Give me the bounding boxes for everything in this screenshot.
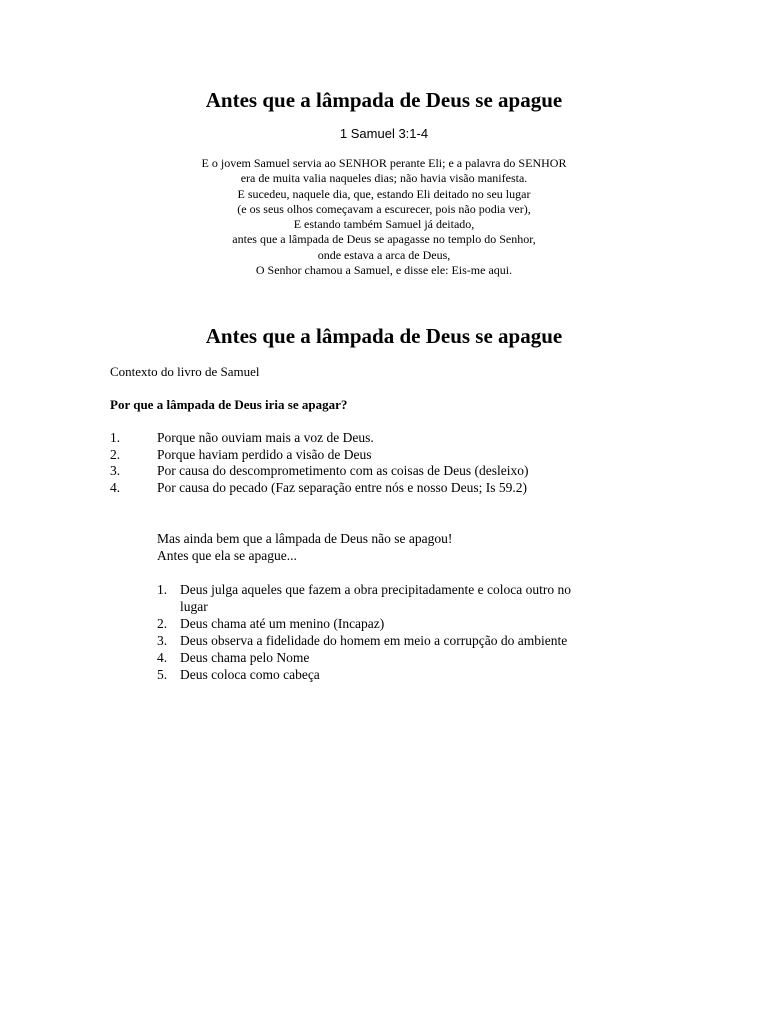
list-item xyxy=(157,666,571,683)
verse-line: E sucedeu, naquele dia, que, estando Eli deitado no seu lugar xyxy=(237,186,531,201)
verse-line: (e os seus olhos começavam a escurecer, pois não podia ver), xyxy=(237,201,531,216)
list-number: 1. xyxy=(157,582,168,597)
list-number: 2. xyxy=(157,616,168,631)
verse-line: antes que a lâmpada de Deus se apagasse no templo do Senhor, xyxy=(232,232,536,247)
list-item xyxy=(110,447,529,464)
list-number: 1. xyxy=(110,430,121,445)
list-item-text: Por causa do pecado (Faz separação entre nós e nosso Deus; Is 59.2) xyxy=(157,479,528,495)
list-number: 4. xyxy=(157,650,168,665)
list-item-text: Deus coloca como cabeça xyxy=(180,667,320,682)
scripture-reference: 1 Samuel 3:1-4 xyxy=(339,126,429,141)
header-title: Antes que a lâmpada de Deus se apague xyxy=(205,88,563,112)
list-item xyxy=(110,430,529,447)
list-item-text: Deus chama até um menino (Incapaz) xyxy=(180,616,385,631)
list-item-text: Porque haviam perdido a visão de Deus xyxy=(157,446,372,462)
list-item xyxy=(157,632,571,649)
list-item xyxy=(157,581,571,615)
paragraph-line: Mas ainda bem que a lâmpada de Deus não se apagou! xyxy=(157,531,453,546)
intro-paragraph xyxy=(157,530,452,564)
list-item xyxy=(110,463,529,480)
context-text: Contexto do livro de Samuel xyxy=(110,364,260,379)
paragraph-line: Antes que ela se apague... xyxy=(157,548,297,563)
list-item-text: Porque não ouviam mais a voz de Deus. xyxy=(157,430,374,445)
verse-line: E o jovem Samuel servia ao SENHOR perante Eli; e a palavra do SENHOR xyxy=(201,156,567,170)
verse-line: era de muita valia naqueles dias; não havia visão manifesta. xyxy=(240,171,528,186)
list-number: 2. xyxy=(110,446,121,462)
verse-block xyxy=(0,156,768,278)
list-number: 3. xyxy=(157,633,168,648)
list-number: 4. xyxy=(110,479,121,495)
reasons-list xyxy=(110,430,529,496)
question-heading: Por que a lâmpada de Deus iria se apagar? xyxy=(110,397,348,412)
list-item xyxy=(110,480,529,497)
section-title: Antes que a lâmpada de Deus se apague xyxy=(205,324,563,348)
list-item-text: Por causa do descomprometimento com as coisas de Deus (desleixo) xyxy=(157,463,529,478)
list-item xyxy=(157,615,571,632)
list-item-text: Deus chama pelo Nome xyxy=(180,650,310,665)
list-item-text-continued: lugar xyxy=(180,599,208,614)
list-number: 3. xyxy=(110,463,121,478)
points-list xyxy=(157,581,571,683)
verse-line: O Senhor chamou a Samuel, e disse ele: Eis-me aqui. xyxy=(255,263,513,278)
list-item xyxy=(157,649,571,666)
list-number: 5. xyxy=(157,667,168,682)
list-item-text: Deus julga aqueles que fazem a obra precipitadamente e coloca outro no xyxy=(180,582,571,597)
verse-line: E estando também Samuel já deitado, xyxy=(293,217,475,232)
verse-line: onde estava a arca de Deus, xyxy=(317,247,451,262)
list-item-text: Deus observa a fidelidade do homem em meio a corrupção do ambiente xyxy=(180,633,568,648)
